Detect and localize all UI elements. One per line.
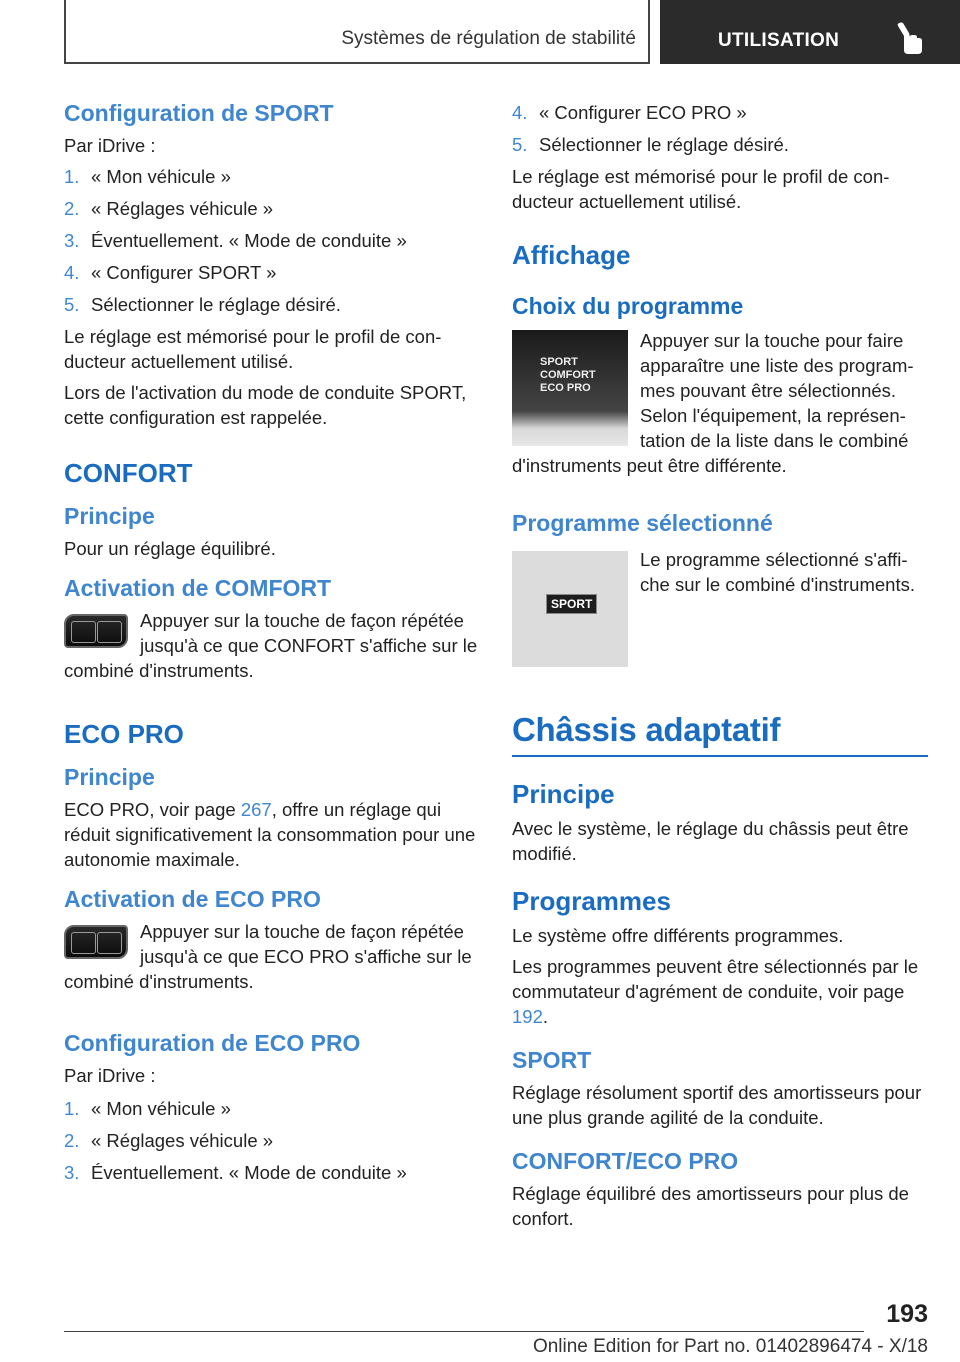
header-section-title: Systèmes de régulation de stabilité	[341, 28, 636, 49]
eco-activation-heading: Activation de ECO PRO	[64, 886, 321, 912]
list-item: 5. Sélectionner le réglage désiré.	[64, 294, 341, 315]
list-item: 4. « Configurer ECO PRO »	[512, 102, 747, 123]
left-column	[64, 100, 478, 1192]
footer-edition: Online Edition for Part no. 01402896474 - X/18	[532, 1336, 928, 1357]
eco-principle-heading: Principe	[64, 764, 155, 790]
confort-heading: CONFORT	[64, 458, 193, 488]
chassis-principle-heading: Principe	[512, 779, 615, 809]
eco-config-intro: Par iDrive :	[64, 1065, 156, 1086]
eco-activation-text: Appuyer sur la touche de façon répétée jusqu'à ce que ECO PRO s'affiche sur le combiné d'instruments.	[64, 921, 472, 992]
driving-mode-button-image	[64, 925, 128, 959]
page-link-267[interactable]: 267	[240, 799, 272, 820]
confort-principle-heading: Principe	[64, 503, 155, 529]
chassis-principle-text: Avec le système, le réglage du châssis peut être modifié.	[512, 818, 909, 864]
sport-config-steps	[64, 164, 478, 317]
chassis-confort-heading: CONFORT/ECO PRO	[512, 1148, 739, 1174]
eco-config-steps	[64, 1096, 478, 1185]
display-heading: Affichage	[512, 240, 631, 270]
eco-config-heading: Configuration de ECO PRO	[64, 1030, 361, 1056]
program-selected-text: Le programme sélectionné s'affiche sur le combiné d'instruments.	[640, 549, 915, 595]
header-chapter-title: UTILISATION	[718, 30, 840, 51]
list-item: 2. « Réglages véhicule »	[64, 1130, 274, 1151]
list-item: 2. « Réglages véhicule »	[64, 198, 274, 219]
list-item: 3. Éventuellement. « Mode de conduite »	[64, 230, 407, 251]
list-item: 1. « Mon véhicule »	[64, 166, 231, 187]
confort-activation-heading: Activation de COMFORT	[64, 575, 332, 601]
program-list-image: SPORT COMFORT ECO PRO	[512, 330, 628, 446]
confort-activation-text: Appuyer sur la touche de façon répétée jusqu'à ce que CONFORT s'affiche sur le combiné d'instruments.	[64, 610, 478, 681]
chassis-confort-text: Réglage équilibré des amortisseurs pour plus de confort.	[512, 1183, 909, 1229]
pointing-hand-icon	[892, 22, 926, 56]
page-number: 193	[886, 1300, 928, 1328]
eco-principle-text: ECO PRO, voir page 267, offre un réglage qui réduit significativement la consommation pour une autonomie maximale.	[64, 799, 476, 870]
eco-config-steps-continued	[512, 100, 928, 157]
chassis-programs-heading: Programmes	[512, 886, 671, 916]
chassis-programs-text-2: Les programmes peuvent être sélectionnés par le commutateur d'agrément de conduite, voir page 192.	[512, 956, 919, 1027]
list-item: 4. « Configurer SPORT »	[64, 262, 277, 283]
sport-config-intro: Par iDrive :	[64, 135, 156, 156]
page-link-192[interactable]: 192	[512, 1006, 543, 1027]
sport-config-heading: Configuration de SPORT	[64, 100, 334, 126]
eco-config-paragraph: Le réglage est mémorisé pour le profil de conducteur actuellement utilisé.	[512, 166, 890, 212]
driving-mode-button-image	[64, 614, 128, 648]
list-item: 1. « Mon véhicule »	[64, 1098, 231, 1119]
chassis-sport-text: Réglage résolument sportif des amortisseurs pour une plus grande agilité de la conduite.	[512, 1082, 922, 1128]
program-choice-heading: Choix du programme	[512, 293, 744, 319]
sport-config-paragraph-2: Lors de l'activation du mode de conduite SPORT, cette configuration est rappelée.	[64, 382, 467, 428]
sport-config-paragraph: Le réglage est mémorisé pour le profil de conducteur actuellement utilisé.	[64, 326, 442, 372]
footer-divider	[64, 1331, 864, 1332]
adaptive-chassis-heading: Châssis adaptatif	[512, 711, 928, 757]
right-column	[512, 100, 928, 1237]
confort-principle-text: Pour un réglage équilibré.	[64, 538, 276, 559]
header-chapter-box	[660, 0, 960, 64]
sport-display-image: SPORT	[512, 551, 628, 667]
eco-pro-heading: ECO PRO	[64, 719, 184, 749]
chassis-sport-heading: SPORT	[512, 1047, 592, 1073]
list-item: 3. Éventuellement. « Mode de conduite »	[64, 1162, 407, 1183]
list-item: 5. Sélectionner le réglage désiré.	[512, 134, 789, 155]
chassis-programs-text: Le système offre différents programmes.	[512, 925, 844, 946]
program-choice-text: Appuyer sur la touche pour faire apparaître une liste des programmes pouvant être sélectionnés. Selon l'équipement, la représentation de la liste dans le combiné d'instruments peut être différente.	[512, 330, 914, 476]
program-selected-heading: Programme sélectionné	[512, 510, 773, 536]
header-section-box	[64, 0, 650, 64]
